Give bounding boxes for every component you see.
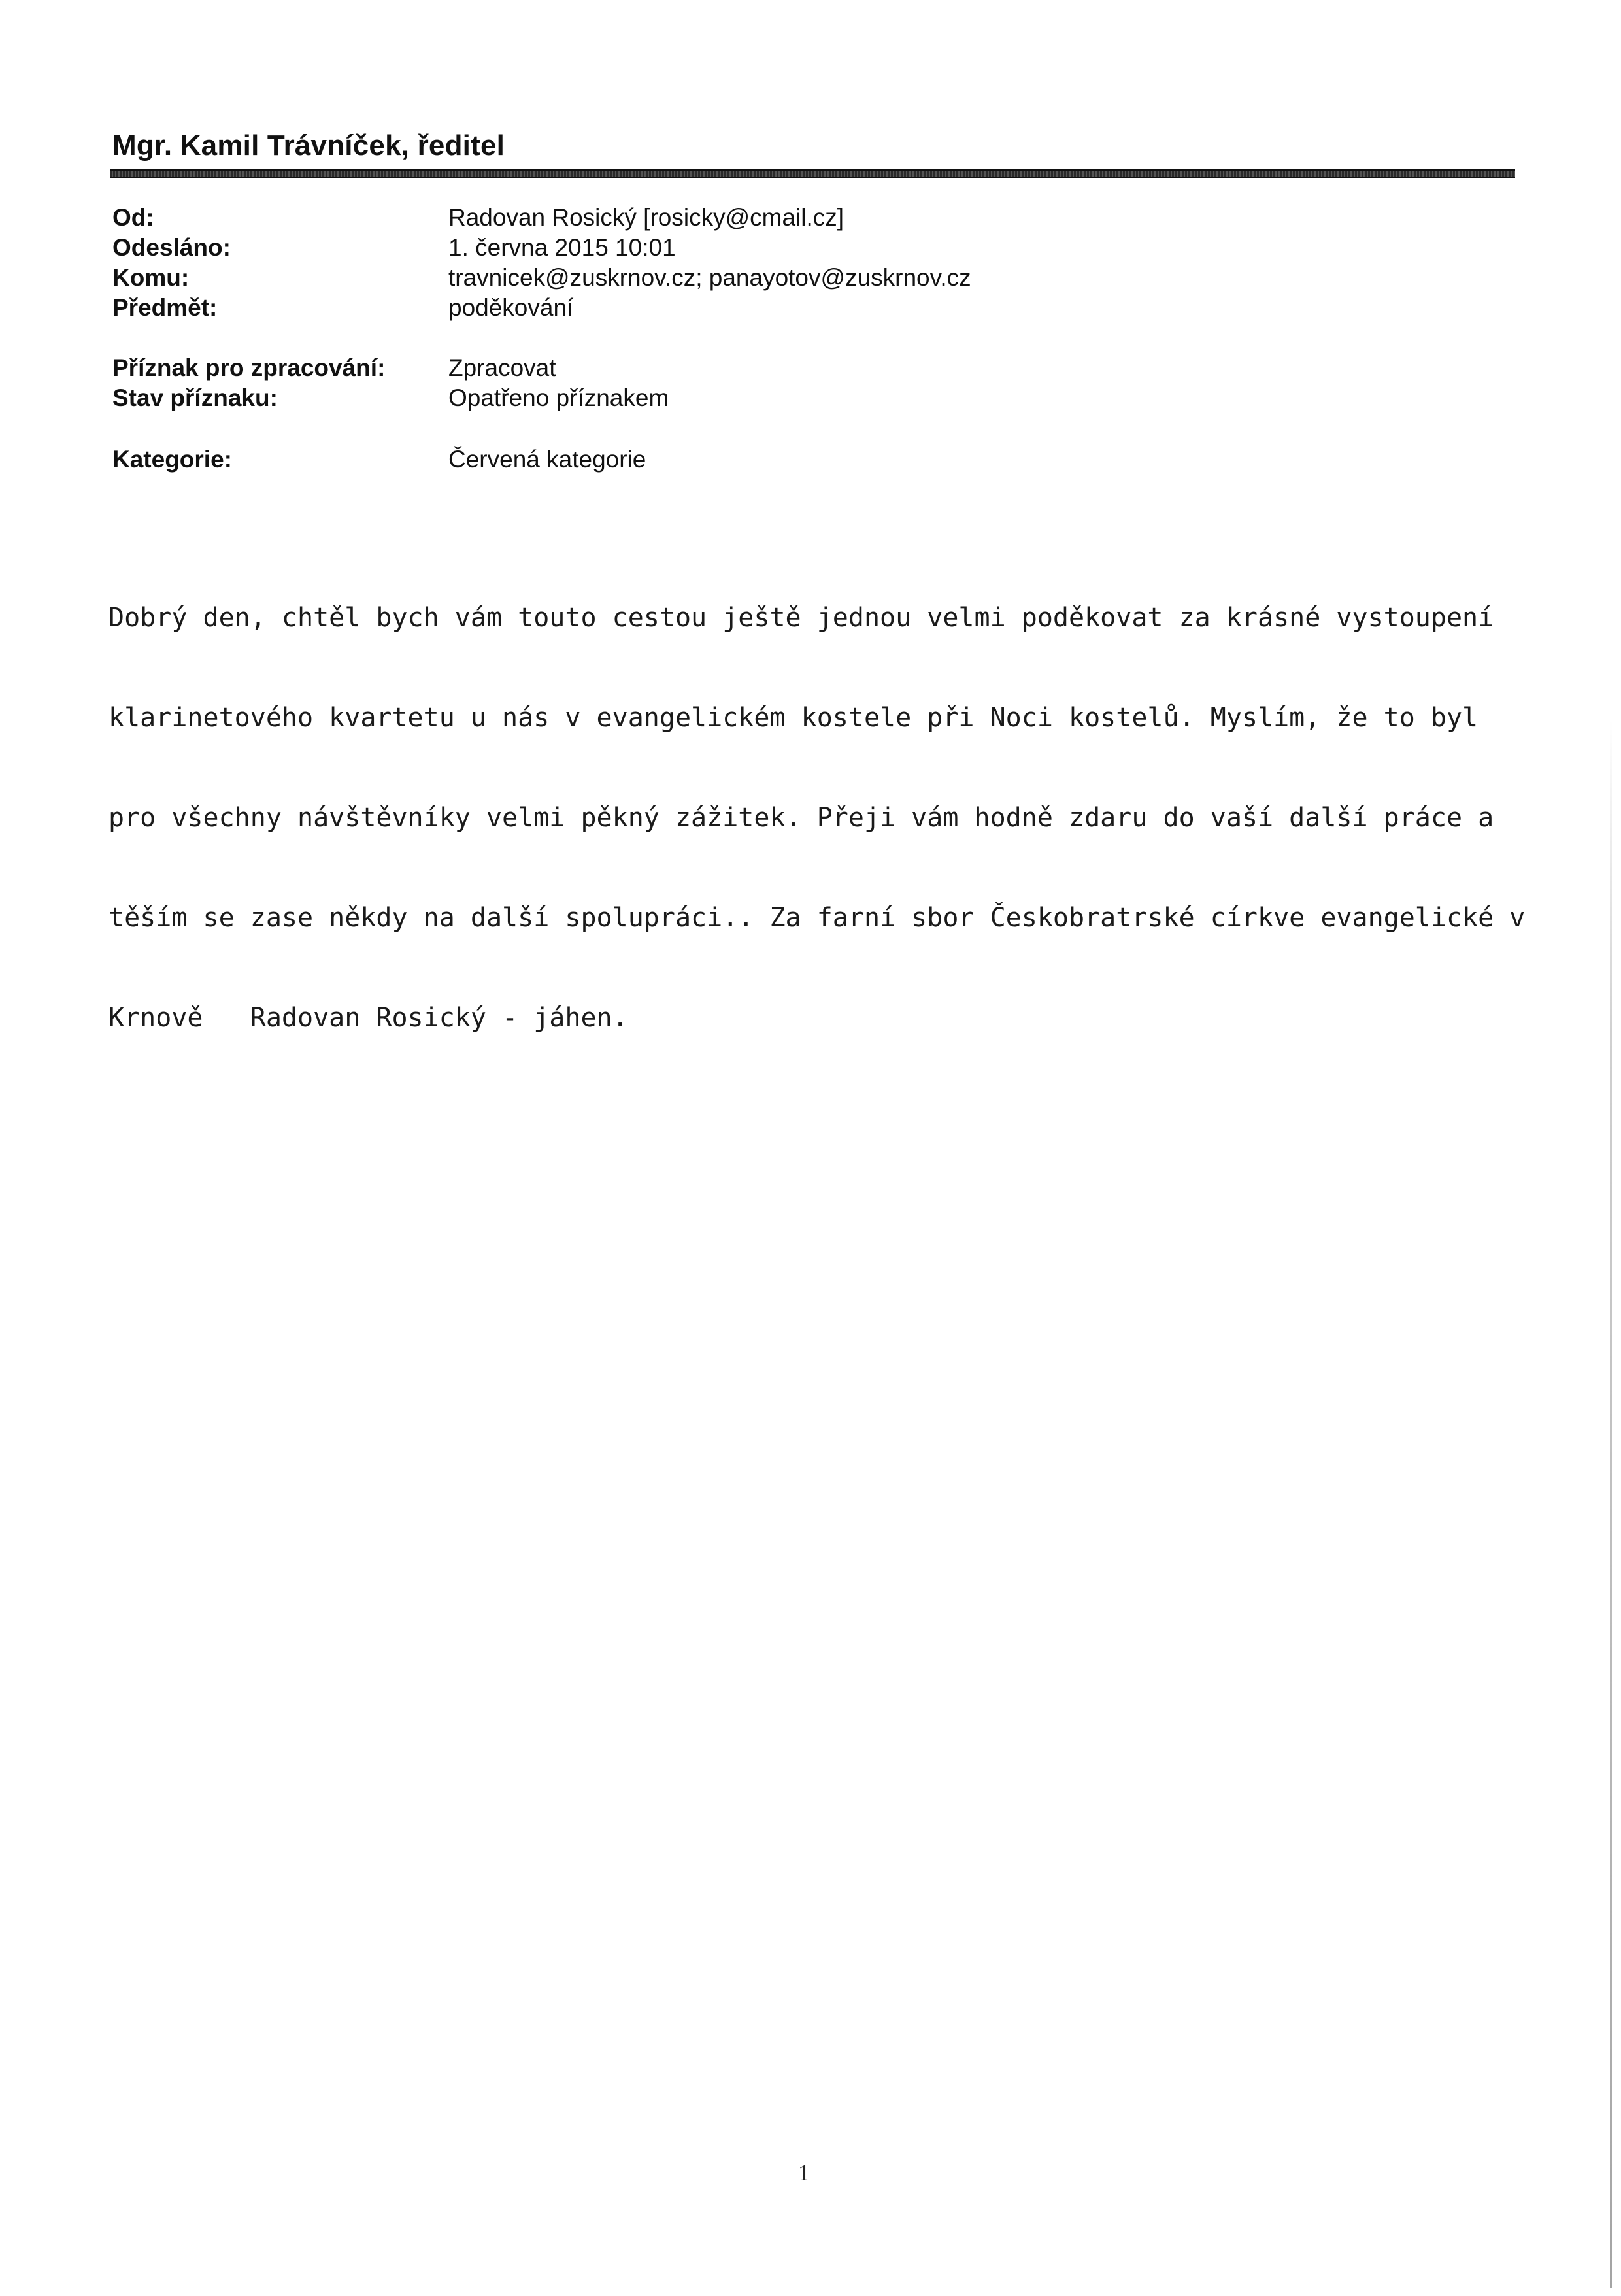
category-label: Kategorie: [112, 446, 232, 473]
from-value: Radovan Rosický [rosicky@cmail.cz] [448, 204, 844, 231]
to-value: travnicek@zuskrnov.cz; panayotov@zuskrnov.cz [448, 264, 971, 291]
message-body [109, 535, 1533, 1102]
flag-label: Příznak pro zpracování: [112, 354, 386, 381]
flag-status-value: Opatřeno příznakem [448, 384, 669, 411]
scan-edge-shadow [1610, 719, 1612, 2288]
to-label: Komu: [112, 264, 190, 291]
document-title: Mgr. Kamil Trávníček, ředitel [112, 129, 505, 161]
page-number: 1 [798, 2159, 810, 2186]
flag-value: Zpracovat [448, 354, 556, 381]
subject-value: poděkování [448, 294, 574, 321]
sent-value: 1. června 2015 10:01 [448, 234, 676, 261]
message-line: Krnově Radovan Rosický - jáhen. [109, 1003, 628, 1033]
message-line: pro všechny návštěvníky velmi pěkný zážitek. Přeji vám hodně zdaru do vaší další práce a [109, 803, 1494, 833]
message-line: Dobrý den, chtěl bych vám touto cestou ještě jednou velmi poděkovat za krásné vystoupení [109, 603, 1494, 633]
subject-label: Předmět: [112, 294, 218, 321]
from-label: Od: [112, 204, 154, 231]
sent-label: Odesláno: [112, 234, 231, 261]
message-line: těším se zase někdy na další spolupráci.. Za farní sbor Českobratrské církve evangelické v [109, 903, 1526, 933]
title-divider [110, 169, 1515, 178]
category-value: Červená kategorie [448, 446, 646, 473]
flag-status-label: Stav příznaku: [112, 384, 278, 411]
message-line: klarinetového kvartetu u nás v evangelickém kostele při Noci kostelů. Myslím, že to byl [109, 703, 1479, 733]
